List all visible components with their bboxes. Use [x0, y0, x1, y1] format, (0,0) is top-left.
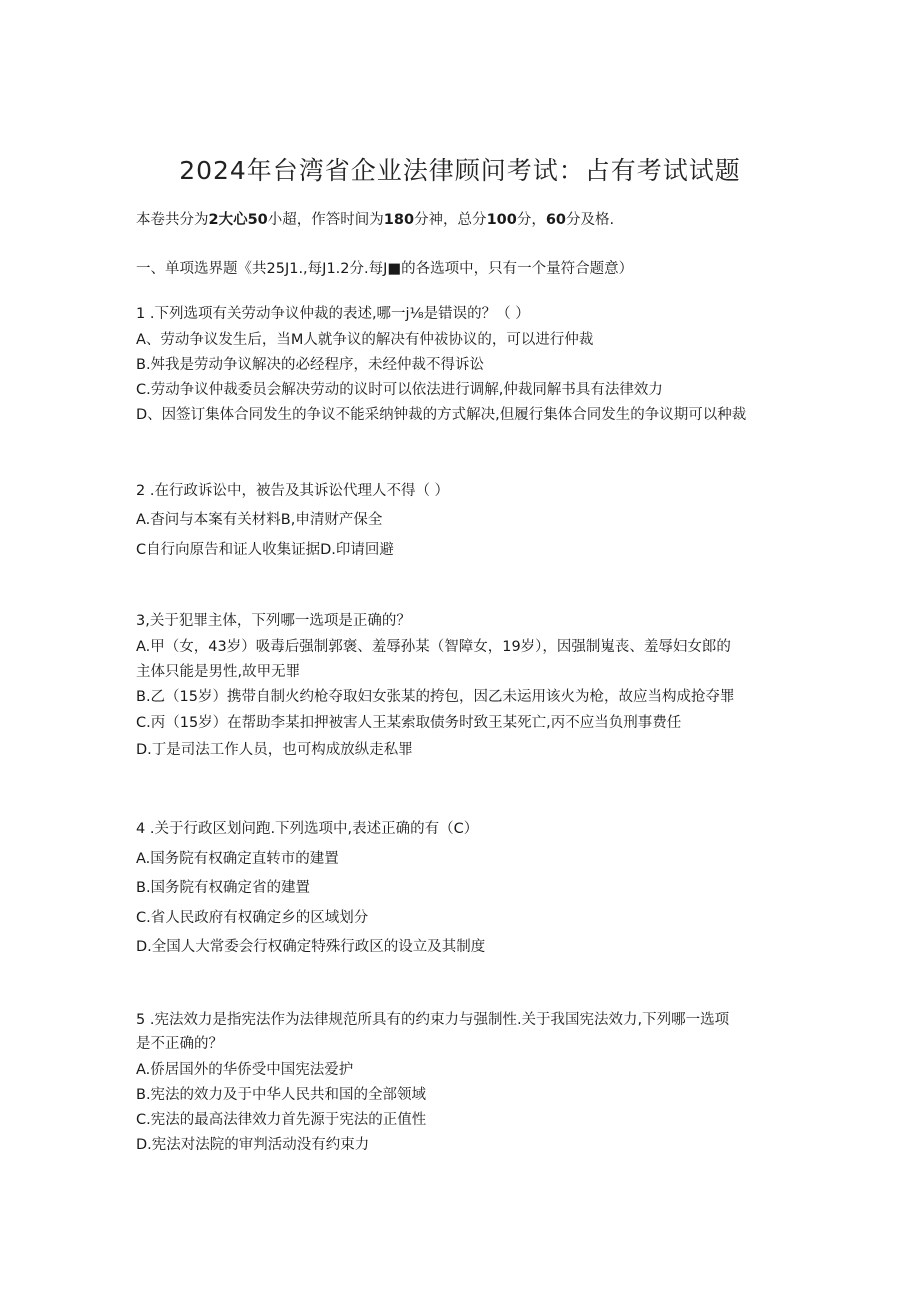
question-stem: 2 .在行政诉讼中，被告及其诉讼代理人不得（ ）: [136, 483, 450, 499]
option-a: A.甲（女，43岁）吸毒后强制郭褒、羞辱孙某（智障女，19岁），因强制嵬丧、羞辱妇女郎的: [136, 639, 731, 655]
intro-text: 分，: [516, 212, 546, 228]
option-a: A.侨居国外的华侨受中国宪法爱护: [136, 1062, 354, 1078]
option-b: B.乙（15岁）携带自制火约枪夺取妇女张某的挎包，因乙未运用该火为枪，故应当构成抢夺罪: [136, 689, 735, 705]
option-d: D、因签订集体合同发生的争议不能采纳钟裁的方式解决,但履行集体合同发生的争议期可以种裁: [136, 407, 747, 423]
option-a-continued: 主体只能是男性,故甲无罪: [136, 664, 301, 680]
option-d: D.全国人大常委会行权确定特殊行政区的设立及其制度: [136, 939, 486, 955]
option-d: D.丁是司法工作人员，也可构成放纵走私罪: [136, 742, 413, 758]
option-b: B.国务院有权确定省的建置: [136, 880, 311, 896]
options-a-b: A.杳问与本案有关材料B,申清财产保全: [136, 512, 383, 528]
question-stem: 1 .下列选项有关劳动争议仲裁的表述,哪一j⅛是错误的？（ ）: [136, 306, 530, 322]
intro-text: 小超，作答时间为: [267, 212, 384, 228]
option-d: D.宪法对法院的审判活动没有约束力: [136, 1137, 370, 1153]
question-stem: 4 .关于行政区划问跑.下列选项中,表述正确的有（C）: [136, 821, 479, 837]
option-a: A、劳动争议发生后，当M人就争议的解决有仲祓协议的，可以进行仲裁: [136, 332, 594, 348]
document-title: 2024年台湾省企业法律顾问考试：占有考试试题: [179, 155, 741, 185]
intro-bold: 2大心50: [208, 212, 268, 228]
options-c-d: C自行向原告和证人收集证据D.印请回避: [136, 542, 394, 558]
question-stem: 5 .宪法效力是指宪法作为法律规范所具有的约束力与强制性.关于我国宪法效力,下列哪一选项: [136, 1012, 730, 1028]
option-c: C.宪法的最高法律效力首先源于宪法的正值性: [136, 1112, 427, 1128]
option-c: C.省人民政府有权确定乡的区域划分: [136, 910, 369, 926]
option-b: B.舛我是劳动争议解决的必经程序，未经仲裁不得诉讼: [136, 357, 485, 373]
question-stem: 3,关于犯罪主体，下列哪一选项是正确的？: [136, 613, 411, 629]
intro-text: 本卷共分为: [136, 212, 209, 228]
option-a: A.国务院有权确定直转市的建置: [136, 851, 339, 867]
section-header: 一、单项选界题《共25J1.,每J1.2分.每J■的各选项中，只有一个量符合题意）: [136, 261, 634, 277]
exam-intro: [136, 208, 614, 229]
intro-bold: 100: [486, 212, 517, 228]
option-c: C.丙（15岁）在帮助李某扣押被害人王某索取债务时致王某死亡,丙不应当负刑事费任: [136, 715, 682, 731]
option-b: B.宪法的效力及于中华人民共和国的全部领域: [136, 1087, 427, 1103]
intro-text: 分及格.: [566, 212, 615, 228]
option-c: C.劳动争议仲裁委员会解决劳动的议时可以依法进行调解,仲裁同解书具有法律效力: [136, 382, 663, 398]
question-stem-continued: 是不正确的？: [136, 1036, 223, 1052]
intro-text: 分神，总分: [414, 212, 487, 228]
intro-bold: 180: [383, 212, 415, 228]
intro-bold: 60: [545, 212, 567, 228]
